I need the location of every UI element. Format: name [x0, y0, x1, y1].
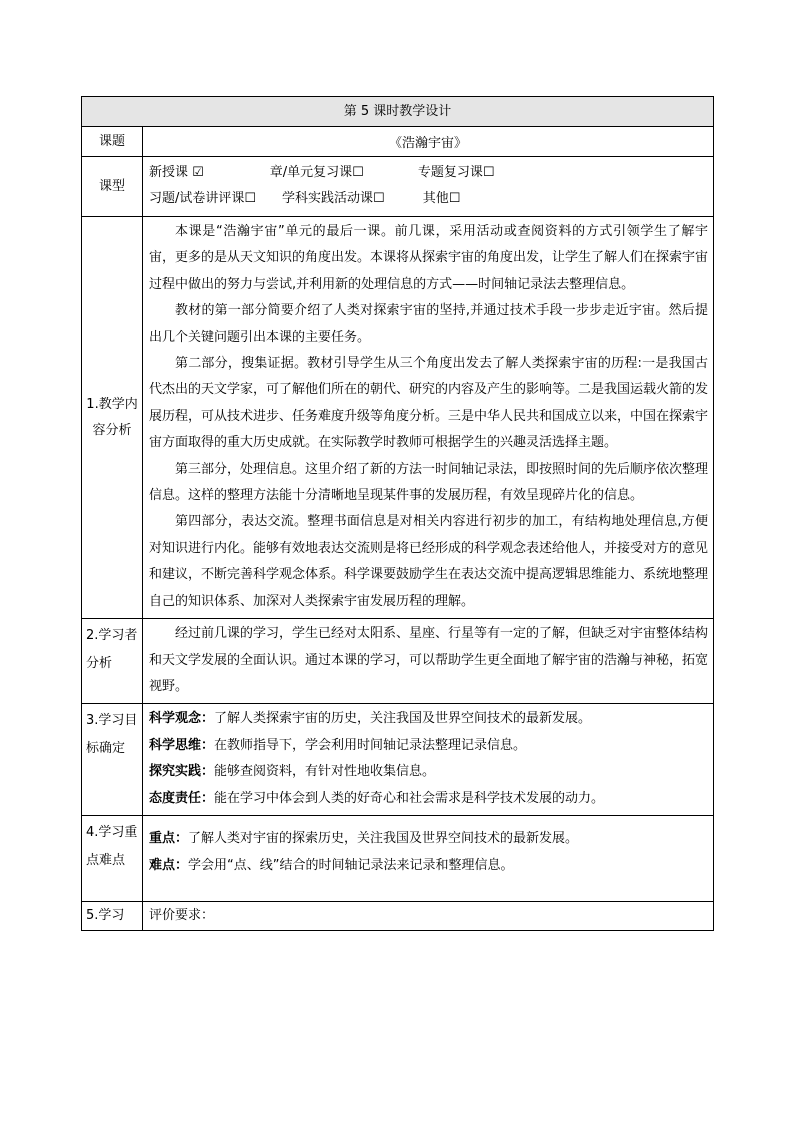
option-topic-review: 专题复习课☐ [417, 165, 495, 180]
key-point-key: 难点 [149, 857, 176, 873]
table-title: 第 5 课时教学设计 [82, 97, 714, 127]
objective-key: 态度责任 [149, 790, 202, 806]
objective-text: 了解人类探索宇宙的历史，关注我国及世界空间技术的最新发展。 [214, 711, 592, 727]
topic-value: 《浩瀚宇宙》 [143, 127, 714, 157]
learner-analysis-text: 经过前几课的学习，学生已经对太阳系、星座、行星等有一定的了解，但缺乏对宇宙整体结构和天文学发展的全面认识。通过本课的学习，可以帮助学生更全面地了解宇宙的浩瀚与神秘，拓宽视野。 [149, 626, 709, 694]
lesson-design-table [81, 96, 714, 931]
content-paragraph: 第四部分，表达交流。整理书面信息是对相关内容进行初步的加工，有结构地处理信息,方便对知识进行内化。能够有效地表达交流则是将已经形成的科学观念表述给他人，并接受对方的意见和建议，不断完善科学观念体系。科学课要鼓励学生在表达交流中提高逻辑思维能力、系统地整理自己的知识体系、加深对人类探索宇宙发展历程的理解。 [149, 514, 709, 609]
option-unit-review: 章/单元复习课☐ [269, 165, 364, 180]
key-point-text: 了解人类对宇宙的探索历史，关注我国及世界空间技术的最新发展。 [188, 831, 579, 847]
key-points-label: 4.学习重点难点 [82, 816, 143, 902]
key-point-item: 难点：学会用“点、线”结合的时间轴记录法来记录和整理信息。 [149, 857, 514, 873]
objective-item: 科学观念：了解人类探索宇宙的历史，关注我国及世界空间技术的最新发展。 [149, 711, 592, 727]
objective-key: 科学思维 [149, 737, 202, 753]
course-type-line-2 [149, 188, 708, 210]
objective-text: 能在学习中体会到人类的好奇心和社会需求是科学技术发展的动力。 [214, 790, 605, 806]
objective-text: 在教师指导下，学会利用时间轴记录法整理记录信息。 [214, 737, 527, 753]
key-point-item: 重点：了解人类对宇宙的探索历史，关注我国及世界空间技术的最新发展。 [149, 831, 579, 847]
option-other: 其他☐ [422, 191, 461, 206]
key-point-key: 重点 [149, 831, 176, 847]
option-exercise-review: 习题/试卷讲评课☐ [149, 191, 257, 206]
option-practice-activity: 学科实践活动课☐ [282, 191, 385, 206]
content-paragraph: 本课是“浩瀚宇宙”单元的最后一课。前几课，采用活动或查阅资料的方式引领学生了解宇宙，更多的是从天文知识的角度出发。本课将从探索宇宙的角度出发，让学生了解人们在探索宇宙过程中做出的努力与尝试,并利用新的处理信息的方式——时间轴记录法去整理信息。 [149, 224, 709, 292]
objective-key: 探究实践 [149, 764, 202, 780]
course-type-label: 课型 [82, 157, 143, 217]
key-points-body [143, 816, 714, 902]
course-type-options [143, 157, 714, 217]
course-type-line-1 [149, 162, 708, 184]
option-new-lesson: 新授课 ☑ [149, 165, 204, 180]
content-paragraph: 第二部分，搜集证据。教材引导学生从三个角度出发去了解人类探索宇宙的历程:一是我国古代杰出的天文学家，可了解他们所在的朝代、研究的内容及产生的影响等。二是我国运载火箭的发展历程，可从技术进步、任务难度升级等角度分析。三是中华人民共和国成立以来，中国在探索宇宙方面取得的重大历史成就。在实际教学时教师可根据学生的兴趣灵活选择主题。 [149, 356, 709, 451]
objectives-label: 3.学习目标确定 [82, 704, 143, 816]
topic-label: 课题 [82, 127, 143, 157]
evaluation-label: 5.学习 [82, 902, 143, 931]
objectives-body [143, 704, 714, 816]
objective-text: 能够查阅资料，有针对性地收集信息。 [214, 764, 436, 780]
objective-item: 科学思维：在教师指导下，学会利用时间轴记录法整理记录信息。 [149, 737, 527, 753]
objective-key: 科学观念 [149, 711, 202, 727]
content-analysis-body [143, 217, 714, 619]
evaluation-body: 评价要求： [143, 902, 714, 931]
learner-analysis-body [143, 619, 714, 704]
content-analysis-label: 1.教学内容分析 [82, 217, 143, 619]
key-point-text: 学会用“点、线”结合的时间轴记录法来记录和整理信息。 [188, 857, 514, 873]
content-paragraph: 教材的第一部分简要介绍了人类对探索宇宙的坚持,并通过技术手段一步步走近宇宙。然后提出几个关键问题引出本课的主要任务。 [149, 303, 709, 345]
content-paragraph: 第三部分，处理信息。这里介绍了新的方法一时间轴记录法，即按照时间的先后顺序依次整理信息。这样的整理方法能十分清晰地呈现某件事的发展历程，有效呈现碎片化的信息。 [149, 461, 709, 504]
learner-analysis-label: 2.学习者分析 [82, 619, 143, 704]
objective-item: 探究实践：能够查阅资料，有针对性地收集信息。 [149, 764, 436, 780]
objective-item: 态度责任：能在学习中体会到人类的好奇心和社会需求是科学技术发展的动力。 [149, 790, 605, 806]
